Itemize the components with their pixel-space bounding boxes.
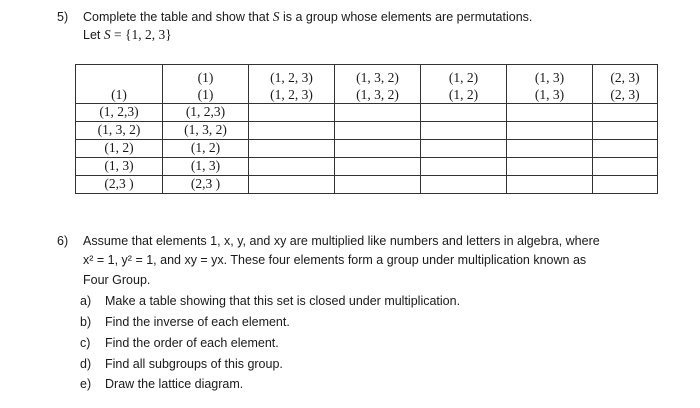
item-letter: c) xyxy=(80,336,91,350)
empty-cell[interactable] xyxy=(421,140,507,158)
row-label: (1, 3, 2) xyxy=(76,122,163,140)
table-row xyxy=(76,176,658,194)
table-header-cell: (2, 3) (2, 3) xyxy=(593,65,658,104)
empty-cell[interactable] xyxy=(335,176,421,194)
permutation-table xyxy=(75,64,658,194)
empty-cell[interactable] xyxy=(335,104,421,122)
item-text: Find the order of each element. xyxy=(105,336,279,350)
empty-cell[interactable] xyxy=(249,158,335,176)
table-row xyxy=(76,122,658,140)
cell-value: (2,3 ) xyxy=(163,176,249,194)
problem-5-number: 5) xyxy=(57,10,69,24)
cell-value: (1, 3) xyxy=(163,158,249,176)
table-header-cell: (1, 3) (1, 3) xyxy=(507,65,593,104)
empty-cell[interactable] xyxy=(249,122,335,140)
problem-6-text-1: Assume that elements 1, x, y, and xy are multiplied like numbers and letters in algebra, where xyxy=(83,234,600,248)
empty-cell[interactable] xyxy=(335,140,421,158)
empty-cell[interactable] xyxy=(593,158,658,176)
row-label: (1, 3) xyxy=(76,158,163,176)
item-letter: b) xyxy=(80,315,92,329)
problem-6-number: 6) xyxy=(57,234,69,248)
empty-cell[interactable] xyxy=(249,104,335,122)
empty-cell[interactable] xyxy=(593,104,658,122)
row-label: (2,3 ) xyxy=(76,176,163,194)
empty-cell[interactable] xyxy=(507,104,593,122)
table-header-cell: (1, 2, 3) (1, 2, 3) xyxy=(249,65,335,104)
let-var: S xyxy=(103,27,111,42)
cell-value: (1, 2) xyxy=(163,140,249,158)
empty-cell[interactable] xyxy=(335,122,421,140)
row-label: (1, 2,3) xyxy=(76,104,163,122)
problem-5-prompt-var: S xyxy=(272,9,280,24)
table-row xyxy=(76,140,658,158)
problem-6-item-b xyxy=(80,314,290,330)
empty-cell[interactable] xyxy=(593,140,658,158)
empty-cell[interactable] xyxy=(335,158,421,176)
problem-5-prompt: Complete the table and show that xyxy=(83,10,273,24)
row-label: (1) xyxy=(111,87,127,102)
cell-value: (1) xyxy=(197,87,214,102)
empty-cell[interactable] xyxy=(421,122,507,140)
empty-cell[interactable] xyxy=(249,140,335,158)
empty-cell[interactable] xyxy=(507,158,593,176)
empty-cell[interactable] xyxy=(421,176,507,194)
let-set: = {1, 2, 3} xyxy=(110,27,172,42)
cell-value: (1, 3, 2) xyxy=(163,122,249,140)
item-text: Find the inverse of each element. xyxy=(105,315,290,329)
problem-5-prompt-tail: is a group whose elements are permutations. xyxy=(279,10,533,24)
item-text: Make a table showing that this set is closed under multiplication. xyxy=(105,294,461,308)
empty-cell[interactable] xyxy=(507,140,593,158)
item-text: Find all subgroups of this group. xyxy=(105,357,283,371)
problem-5-statement xyxy=(57,9,532,25)
problem-6-item-c xyxy=(80,335,279,351)
table-col2-header-cell xyxy=(163,65,249,104)
table-row xyxy=(76,104,658,122)
empty-cell[interactable] xyxy=(421,158,507,176)
empty-cell[interactable] xyxy=(507,122,593,140)
item-text: Draw the lattice diagram. xyxy=(105,377,244,391)
problem-6-item-a xyxy=(80,293,460,309)
let-text: Let xyxy=(83,28,104,42)
empty-cell[interactable] xyxy=(249,176,335,194)
table-row xyxy=(76,158,658,176)
empty-cell[interactable] xyxy=(593,122,658,140)
item-letter: a) xyxy=(80,294,92,308)
problem-6-item-e xyxy=(80,376,243,392)
empty-cell[interactable] xyxy=(507,176,593,194)
problem-6-line-3: Four Group. xyxy=(83,273,151,287)
item-letter: e) xyxy=(80,377,92,391)
problem-6-line-2: x² = 1, y² = 1, and xy = yx. These four elements form a group under multiplication known as xyxy=(83,253,587,267)
item-letter: d) xyxy=(80,357,92,371)
row-label: (1, 2) xyxy=(76,140,163,158)
problem-6-line-1 xyxy=(57,233,600,249)
table-header-cell: (1, 3, 2) (1, 3, 2) xyxy=(335,65,421,104)
problem-6-item-d xyxy=(80,356,283,372)
table-corner-cell xyxy=(76,65,163,104)
cell-value: (1) xyxy=(197,70,214,85)
problem-5-let-line xyxy=(83,27,172,43)
empty-cell[interactable] xyxy=(421,104,507,122)
table-header-cell: (1, 2) (1, 2) xyxy=(421,65,507,104)
cell-value: (1, 2,3) xyxy=(163,104,249,122)
empty-cell[interactable] xyxy=(593,176,658,194)
